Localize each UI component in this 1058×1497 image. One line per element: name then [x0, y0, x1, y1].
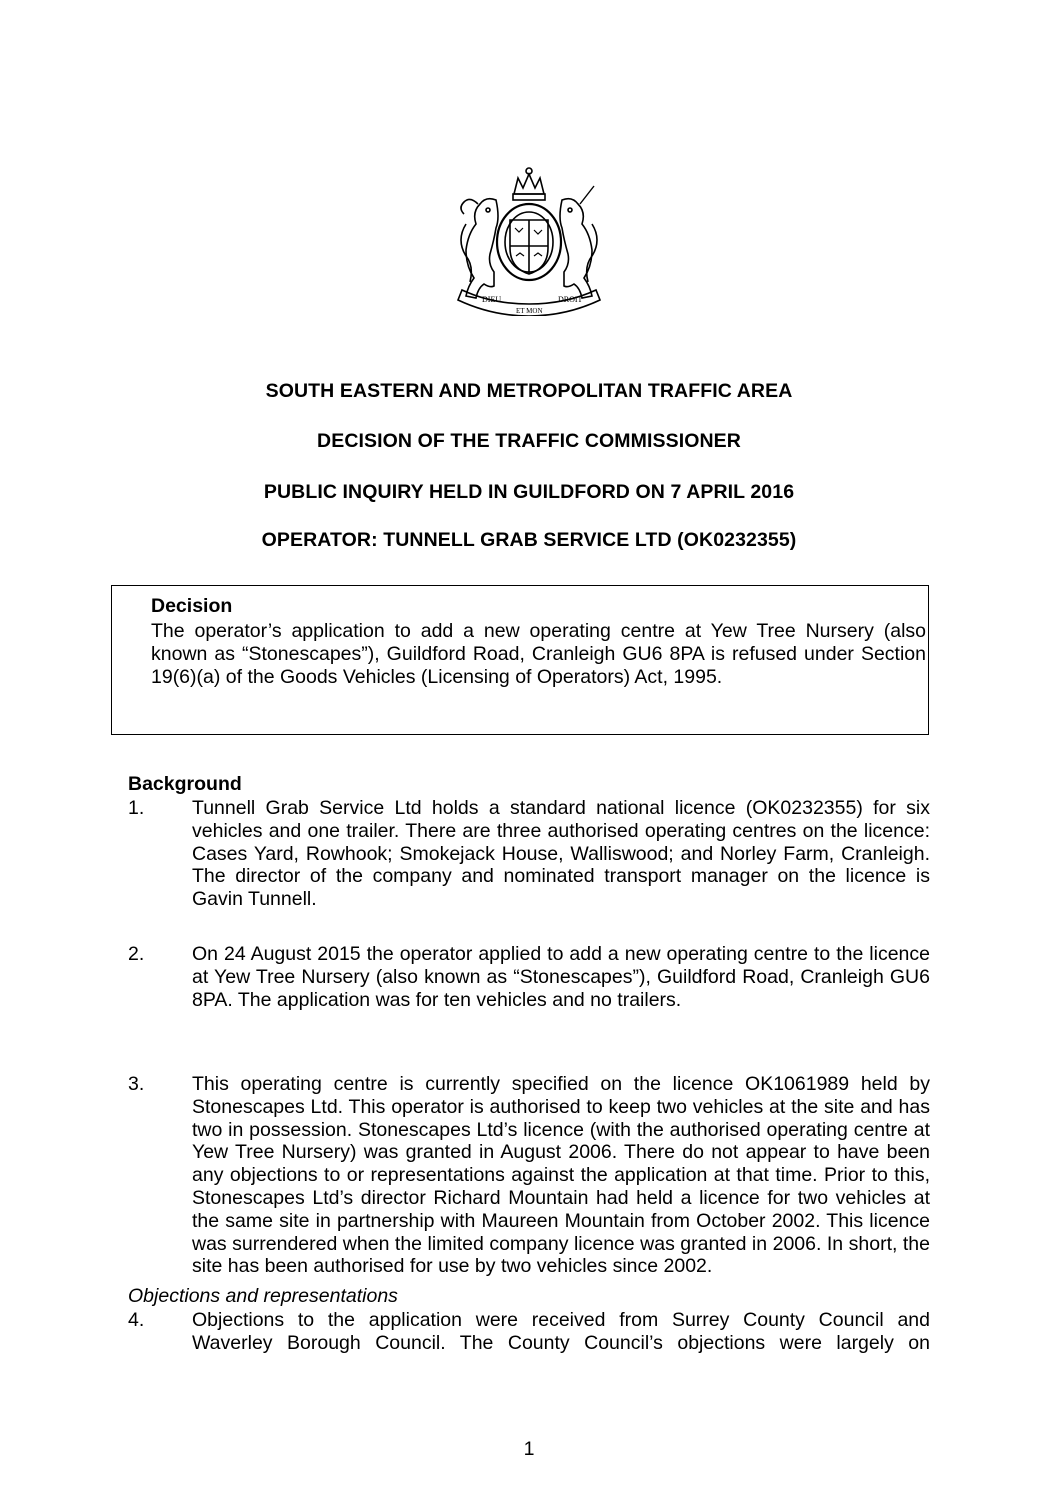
- page-number: 1: [523, 1438, 535, 1460]
- heading-operator: OPERATOR: TUNNELL GRAB SERVICE LTD (OK0232355): [261, 529, 797, 551]
- motto-center: ET MON: [516, 307, 543, 315]
- paragraph-number: 4.: [128, 1309, 145, 1331]
- paragraph-number: 1.: [128, 797, 145, 819]
- motto-right: DROIT: [558, 295, 583, 304]
- heading-decision-of-commissioner: DECISION OF THE TRAFFIC COMMISSIONER: [317, 430, 741, 452]
- section-title-background: Background: [128, 773, 242, 795]
- heading-traffic-area: SOUTH EASTERN AND METROPOLITAN TRAFFIC AREA: [265, 380, 793, 402]
- paragraph-text: On 24 August 2015 the operator applied to add a new operating centre to the licence at Yew Tree Nursery (also known as “Stonescapes”), Guildford Road, Cranleigh GU6 8PA. The application was for ten vehicles and no trailers.: [192, 943, 930, 1011]
- decision-title: Decision: [151, 595, 233, 617]
- paragraph-text: This operating centre is currently specified on the licence OK1061989 held by Stonescapes Ltd. This operator is authorised to keep two vehicles at the site and has two in possession. Stonescapes Ltd’s licence (with the authorised operating centre at Yew Tree Nursery) was granted in August 2006. There do not appear to have been any objections to or representations against the application at that time. Prior to this, Stonescapes Ltd’s director Richard Mountain had held a licence for two vehicles at the same site in partnership with Maureen Mountain from October 2002. This licence was surrendered when the limited company licence was granted in 2006. In short, the site has been authorised for use by two vehicles since 2002.: [192, 1073, 930, 1278]
- decision-text: The operator’s application to add a new operating centre at Yew Tree Nursery (also known as “Stonescapes”), Guildford Road, Cranleigh GU6 8PA is refused under Section 19(6)(a) of the Goods Vehicles (Licensing of Operators) Act, 1995.: [151, 620, 926, 688]
- paragraph-text: Objections to the application were received from Surrey County Council and Waverley Borough Council. The County Council’s objections were largely on: [192, 1309, 930, 1354]
- paragraph-text: Tunnell Grab Service Ltd holds a standard national licence (OK0232355) for six vehicles and one trailer. There are three authorised operating centres on the licence: Cases Yard, Rowhook; Smokejack House, Walliswood; and Norley Farm, Cranleigh. The director of the company and nominated transport manager on the licence is Gavin Tunnell.: [192, 797, 930, 911]
- heading-public-inquiry: PUBLIC INQUIRY HELD IN GUILDFORD ON 7 APRIL 2016: [263, 481, 795, 503]
- section-subtitle-objections: Objections and representations: [128, 1285, 398, 1307]
- paragraph-number: 2.: [128, 943, 145, 965]
- decision-summary-box: [111, 585, 929, 735]
- motto-left: DIEU: [482, 295, 502, 304]
- royal-coat-of-arms-crest: [448, 164, 610, 316]
- paragraph-number: 3.: [128, 1073, 145, 1095]
